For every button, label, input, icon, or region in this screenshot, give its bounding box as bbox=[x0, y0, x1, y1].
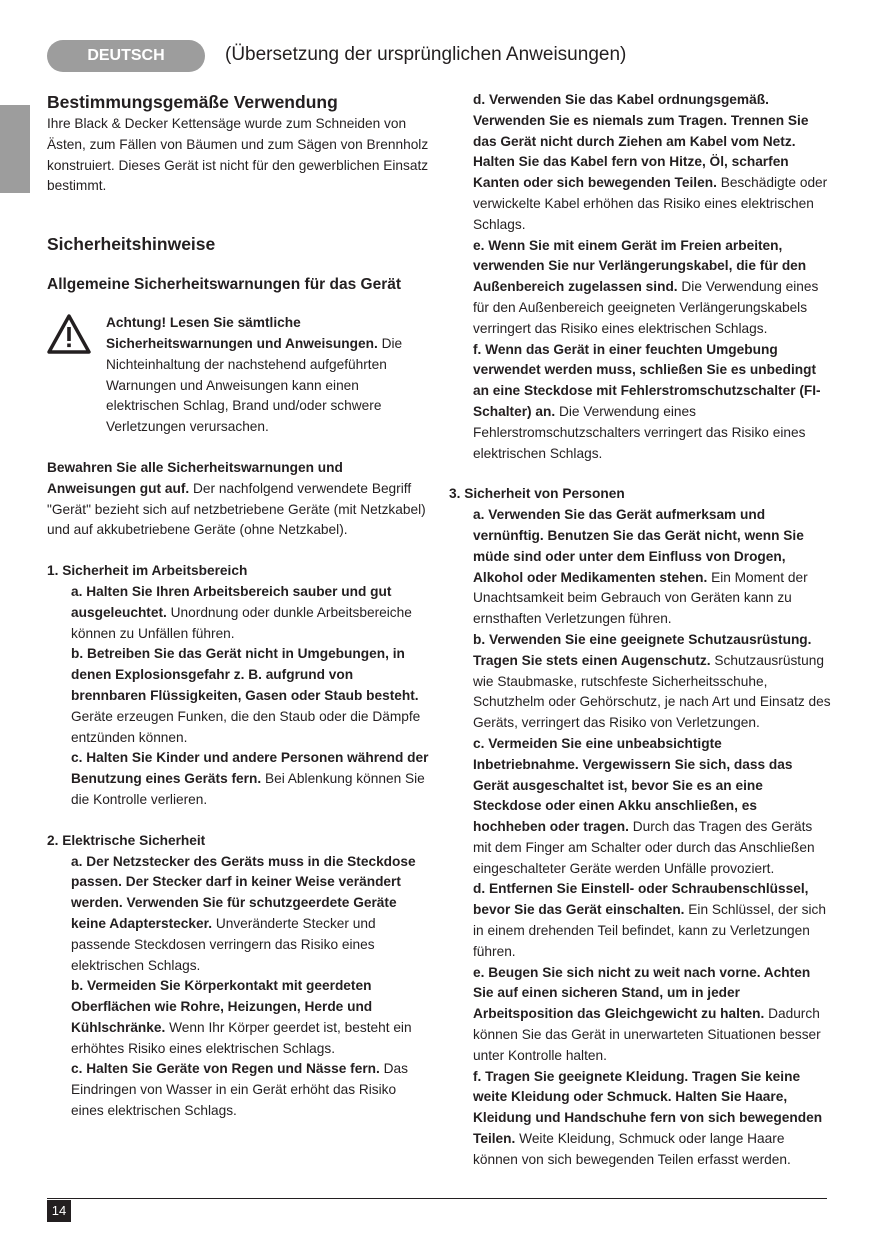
right-column bbox=[449, 90, 831, 1171]
page-number: 14 bbox=[47, 1200, 71, 1222]
general-warnings-title: Allgemeine Sicherheitswarnungen für das Gerät bbox=[47, 276, 402, 294]
language-badge: DEUTSCH bbox=[47, 40, 205, 72]
section-items bbox=[449, 90, 831, 464]
side-tab-marker bbox=[0, 105, 30, 193]
list-item: a. Halten Sie Ihren Arbeitsbereich sauber und gut ausgeleuchtet. Unordnung oder dunkle Arbeitsbereiche können zu Unfällen führen. bbox=[71, 583, 412, 641]
translation-note: (Übersetzung der ursprünglichen Anweisungen) bbox=[225, 44, 627, 65]
list-item: b. Betreiben Sie das Gerät nicht in Umgebungen, in denen Explosionsgefahr z. B. aufgrund von brennbaren Flüssigkeiten, Gasen oder Staub besteht. Geräte erzeugen Funken, die den Staub oder die Dämpfe entzünden können. bbox=[71, 646, 421, 745]
section-title: 1. Sicherheit im Arbeitsbereich bbox=[47, 563, 248, 579]
section-items bbox=[449, 505, 831, 1171]
safety-title: Sicherheitshinweise bbox=[47, 234, 216, 255]
list-item: a. Der Netzstecker des Geräts muss in die Steckdose passen. Der Stecker darf in keiner Weise verändert werden. Verwenden Sie für schutzgeerdete Geräte keine Adapterstecker. Unveränderte Stecker und passende Steckdosen verringern das Risiko eines elektrischen Schlags. bbox=[71, 853, 416, 973]
intended-use-title: Bestimmungsgemäße Verwendung bbox=[47, 92, 338, 112]
section-title: 3. Sicherheit von Personen bbox=[449, 486, 625, 502]
warning-text: Achtung! Lesen Sie sämtliche Sicherheitswarnungen und Anweisungen. Die Nichteinhaltung der nachstehend aufgeführten Warnungen und Anweisungen kann einen elektrischen Schlag, Brand und/oder schwere Verletzungen verursachen. bbox=[106, 315, 403, 435]
list-item: e. Wenn Sie mit einem Gerät im Freien arbeiten, verwenden Sie nur Verlängerungskabel, die für den Außenbereich zugelassen sind. Die Verwendung eines für den Außenbereich geeigneten Verlängerungskabels verringert das Risiko eines elektrischen Schlags. bbox=[473, 237, 819, 336]
list-item: d. Verwenden Sie das Kabel ordnungsgemäß. Verwenden Sie es niemals zum Tragen. Trennen Sie das Gerät nicht durch Ziehen am Kabel vom Netz. Halten Sie das Kabel fern von Hitze, Öl, scharfen Kanten oder sich bewegenden Teilen. Beschädigte oder verwickelte Kabel erhöhen das Risiko eines elektrischen Schlags. bbox=[473, 92, 828, 232]
section-items bbox=[47, 852, 429, 1122]
list-item: b. Vermeiden Sie Körperkontakt mit geerdeten Oberflächen wie Rohre, Heizungen, Herde und Kühlschränke. Wenn Ihr Körper geerdet ist, besteht ein erhöhtes Risiko eines elektrischen Schlags. bbox=[71, 978, 412, 1056]
list-item: e. Beugen Sie sich nicht zu weit nach vorne. Achten Sie auf einen sicheren Stand, um in jeder Arbeitsposition das Gleichgewicht zu halten. Dadurch können Sie das Gerät in unerwarteten Situationen besser unter Kontrolle halten. bbox=[473, 964, 821, 1063]
left-column bbox=[47, 90, 429, 1122]
list-item: c. Halten Sie Kinder und andere Personen während der Benutzung eines Geräts fern. Bei Ablenkung können Sie die Kontrolle verlieren. bbox=[71, 750, 429, 807]
section-title: 2. Elektrische Sicherheit bbox=[47, 832, 206, 848]
section-items bbox=[47, 582, 429, 811]
footer-rule bbox=[47, 1198, 827, 1199]
list-item: f. Wenn das Gerät in einer feuchten Umgebung verwendet werden muss, schließen Sie es unbedingt an eine Steckdose mit Fehlerstromschutzschalter (FI-Schalter) an. Die Verwendung eines Fehlerstromschutzschalters verringert das Risiko eines elektrischen Schlags. bbox=[473, 341, 821, 461]
warning-triangle-icon bbox=[47, 314, 91, 354]
warning-block bbox=[47, 313, 429, 438]
list-item: a. Verwenden Sie das Gerät aufmerksam und vernünftig. Benutzen Sie das Gerät nicht, wenn Sie müde sind oder unter dem Einfluss von Drogen, Alkohol oder Medikamenten stehen. Ein Moment der Unachtsamkeit beim Gebrauch von Geräten kann zu ernsthaften Verletzungen führen. bbox=[473, 507, 808, 627]
list-item: d. Entfernen Sie Einstell- oder Schraubenschlüssel, bevor Sie das Gerät einschalten. Ein Schlüssel, der sich in einem drehenden Teil befindet, kann zu Verletzungen führen. bbox=[473, 881, 826, 959]
intended-use-body: Ihre Black & Decker Kettensäge wurde zum Schneiden von Ästen, zum Fällen von Bäumen und zum Sägen von Brennholz konstruiert. Dieses Gerät ist nicht für den gewerblichen Einsatz bestimmt. bbox=[47, 116, 429, 194]
list-item: b. Verwenden Sie eine geeignete Schutzausrüstung. Tragen Sie stets einen Augenschutz. Schutzausrüstung wie Staubmaske, rutschfeste Sicherheitsschuhe, Schutzhelm oder Gehörschutz, je nach Art und Einsatz des Geräts, verringert das Risiko von Verletzungen. bbox=[473, 631, 831, 731]
list-item: f. Tragen Sie geeignete Kleidung. Tragen Sie keine weite Kleidung oder Schmuck. Halten Sie Haare, Kleidung und Handschuhe fern von sich bewegenden Teilen. Weite Kleidung, Schmuck oder lange Haare können von sich bewegenden Teilen erfasst werden. bbox=[473, 1068, 823, 1167]
list-item: c. Vermeiden Sie eine unbeabsichtigte Inbetriebnahme. Vergewissern Sie sich, dass das Gerät ausgeschaltet ist, bevor Sie es an eine Steckdose oder einen Akku anschließen, es hochheben oder tragen. Durch das Tragen des Geräts mit dem Finger am Schalter oder durch das Anschließen eingeschalteter Geräte werden Unfälle provoziert. bbox=[473, 735, 815, 876]
list-item: c. Halten Sie Geräte von Regen und Nässe fern. Das Eindringen von Wasser in ein Gerät erhöht das Risiko eines elektrischen Schlags. bbox=[71, 1061, 408, 1119]
keep-instructions: Bewahren Sie alle Sicherheitswarnungen und Anweisungen gut auf. Der nachfolgend verwendete Begriff "Gerät" bezieht sich auf netzbetriebene Geräte (mit Netzkabel) und auf akkubetriebene Geräte (ohne Netzkabel). bbox=[47, 459, 426, 538]
